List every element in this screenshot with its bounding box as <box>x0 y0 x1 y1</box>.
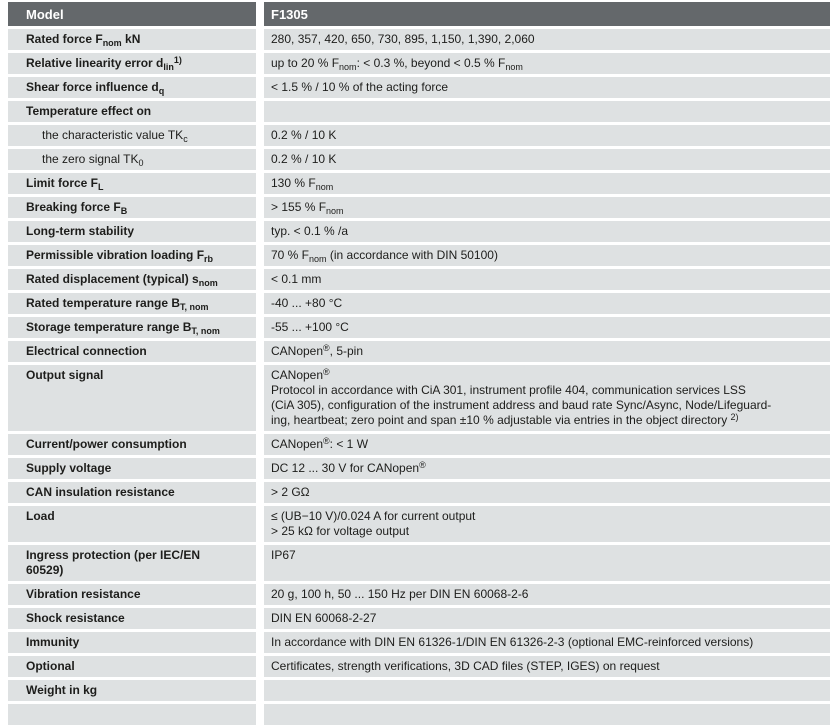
spec-label-limit-force: Limit force $F_L$ <box>8 173 256 194</box>
spec-label-storage-temperature-range: Storage temperature range $B_{T, nom}$ <box>8 317 256 338</box>
table-header-row <box>8 2 830 26</box>
spec-value-rated-temperature-range: -40 ... +80 °C <box>264 293 830 314</box>
table-row-storage-temperature-range <box>8 317 830 338</box>
spec-value-temperature-effect-zero-signal: 0.2 % / 10 K <box>264 149 830 170</box>
spec-value-supply-voltage: DC 12 ... 30 V for CANopen® <box>264 458 830 479</box>
spec-value-clipped-next-row <box>264 704 830 725</box>
spec-label-shear-force-influence: Shear force influence $d_q$ <box>8 77 256 98</box>
spec-label-optional: Optional <box>8 656 256 677</box>
spec-label-load: Load <box>8 506 256 542</box>
spec-value-weight <box>264 680 830 701</box>
spec-value-ingress-protection: IP67 <box>264 545 830 581</box>
spec-value-shear-force-influence: < 1.5 % / 10 % of the acting force <box>264 77 830 98</box>
spec-label-rated-force: Rated force $F_{nom}$ kN <box>8 29 256 50</box>
table-row-immunity <box>8 632 830 653</box>
table-row-breaking-force <box>8 197 830 218</box>
table-row-limit-force <box>8 173 830 194</box>
spec-label-shock-resistance: Shock resistance <box>8 608 256 629</box>
spec-label-current-power-consumption: Current/power consumption <box>8 434 256 455</box>
table-row-rated-force <box>8 29 830 50</box>
table-row-optional <box>8 656 830 677</box>
spec-value-permissible-vibration-loading: 70 % $F_{nom}$ (in accordance with DIN 50100) <box>264 245 830 266</box>
table-row-electrical-connection <box>8 341 830 362</box>
spec-value-shock-resistance: DIN EN 60068-2-27 <box>264 608 830 629</box>
spec-label-temperature-effect-on: Temperature effect on <box>8 101 256 122</box>
spec-value-current-power-consumption: CANopen®: < 1 W <box>264 434 830 455</box>
table-row-relative-linearity-error <box>8 53 830 74</box>
spec-value-long-term-stability: typ. < 0.1 % /a <box>264 221 830 242</box>
spec-value-temperature-effect-characteristic-value: 0.2 % / 10 K <box>264 125 830 146</box>
spec-label-rated-temperature-range: Rated temperature range $B_{T, nom}$ <box>8 293 256 314</box>
spec-value-breaking-force: > 155 % $F_{nom}$ <box>264 197 830 218</box>
spec-label-relative-linearity-error: Relative linearity error $d_{lin}^{1)}$ <box>8 53 256 74</box>
spec-label-weight: Weight in kg <box>8 680 256 701</box>
table-row-long-term-stability <box>8 221 830 242</box>
spec-value-vibration-resistance: 20 g, 100 h, 50 ... 150 Hz per DIN EN 60068-2-6 <box>264 584 830 605</box>
spec-value-electrical-connection: CANopen®, 5-pin <box>264 341 830 362</box>
table-row-temperature-effect-characteristic-value <box>8 125 830 146</box>
spec-value-relative-linearity-error: up to 20 % $F_{nom}$: < 0.3 %, beyond < 0.5 % $F_{nom}$ <box>264 53 830 74</box>
table-row-temperature-effect-on <box>8 101 830 122</box>
table-row-shear-force-influence <box>8 77 830 98</box>
spec-label-breaking-force: Breaking force $F_B$ <box>8 197 256 218</box>
spec-table <box>8 2 830 725</box>
spec-label-supply-voltage: Supply voltage <box>8 458 256 479</box>
table-row-clipped-next-row <box>8 704 830 725</box>
spec-value-can-insulation-resistance: > 2 GΩ <box>264 482 830 503</box>
spec-label-output-signal: Output signal <box>8 365 256 431</box>
table-row-ingress-protection <box>8 545 830 581</box>
spec-value-output-signal: CANopen® Protocol in accordance with CiA 301, instrument profile 404, communication services LSS (CiA 305), configuration of the instrument address and baud rate Sync/Async, Node/Lifeguard- ing, heartbeat; zero point and span ±10 % adjustable via entries in the object directory $^{2)}$ <box>264 365 830 431</box>
table-row-shock-resistance <box>8 608 830 629</box>
table-row-permissible-vibration-loading <box>8 245 830 266</box>
spec-label-temperature-effect-zero-signal: the zero signal $TK_0$ <box>8 149 256 170</box>
header-model-value: F1305 <box>264 2 830 26</box>
spec-label-permissible-vibration-loading: Permissible vibration loading $F_{rb}$ <box>8 245 256 266</box>
spec-value-immunity: In accordance with DIN EN 61326-1/DIN EN 61326-2-3 (optional EMC-reinforced versions) <box>264 632 830 653</box>
spec-label-immunity: Immunity <box>8 632 256 653</box>
spec-label-rated-displacement: Rated displacement (typical) $s_{nom}$ <box>8 269 256 290</box>
table-row-rated-displacement <box>8 269 830 290</box>
spec-label-temperature-effect-characteristic-value: the characteristic value $TK_c$ <box>8 125 256 146</box>
spec-value-optional: Certificates, strength verifications, 3D CAD files (STEP, IGES) on request <box>264 656 830 677</box>
table-row-output-signal <box>8 365 830 431</box>
spec-label-long-term-stability: Long-term stability <box>8 221 256 242</box>
spec-label-ingress-protection: Ingress protection (per IEC/EN 60529) <box>8 545 256 581</box>
table-row-can-insulation-resistance <box>8 482 830 503</box>
spec-value-storage-temperature-range: -55 ... +100 °C <box>264 317 830 338</box>
table-row-load <box>8 506 830 542</box>
spec-value-temperature-effect-on <box>264 101 830 122</box>
table-row-temperature-effect-zero-signal <box>8 149 830 170</box>
table-row-weight <box>8 680 830 701</box>
table-row-current-power-consumption <box>8 434 830 455</box>
spec-label-can-insulation-resistance: CAN insulation resistance <box>8 482 256 503</box>
spec-label-clipped-next-row <box>8 704 256 725</box>
spec-label-electrical-connection: Electrical connection <box>8 341 256 362</box>
header-model-label: Model <box>8 2 256 26</box>
spec-value-rated-displacement: < 0.1 mm <box>264 269 830 290</box>
table-row-rated-temperature-range <box>8 293 830 314</box>
spec-value-limit-force: 130 % $F_{nom}$ <box>264 173 830 194</box>
spec-label-vibration-resistance: Vibration resistance <box>8 584 256 605</box>
table-row-vibration-resistance <box>8 584 830 605</box>
table-row-supply-voltage <box>8 458 830 479</box>
spec-table-body <box>8 29 830 725</box>
spec-value-load: ≤ (UB−10 V)/0.024 A for current output > 25 kΩ for voltage output <box>264 506 830 542</box>
spec-value-rated-force: 280, 357, 420, 650, 730, 895, 1,150, 1,390, 2,060 <box>264 29 830 50</box>
